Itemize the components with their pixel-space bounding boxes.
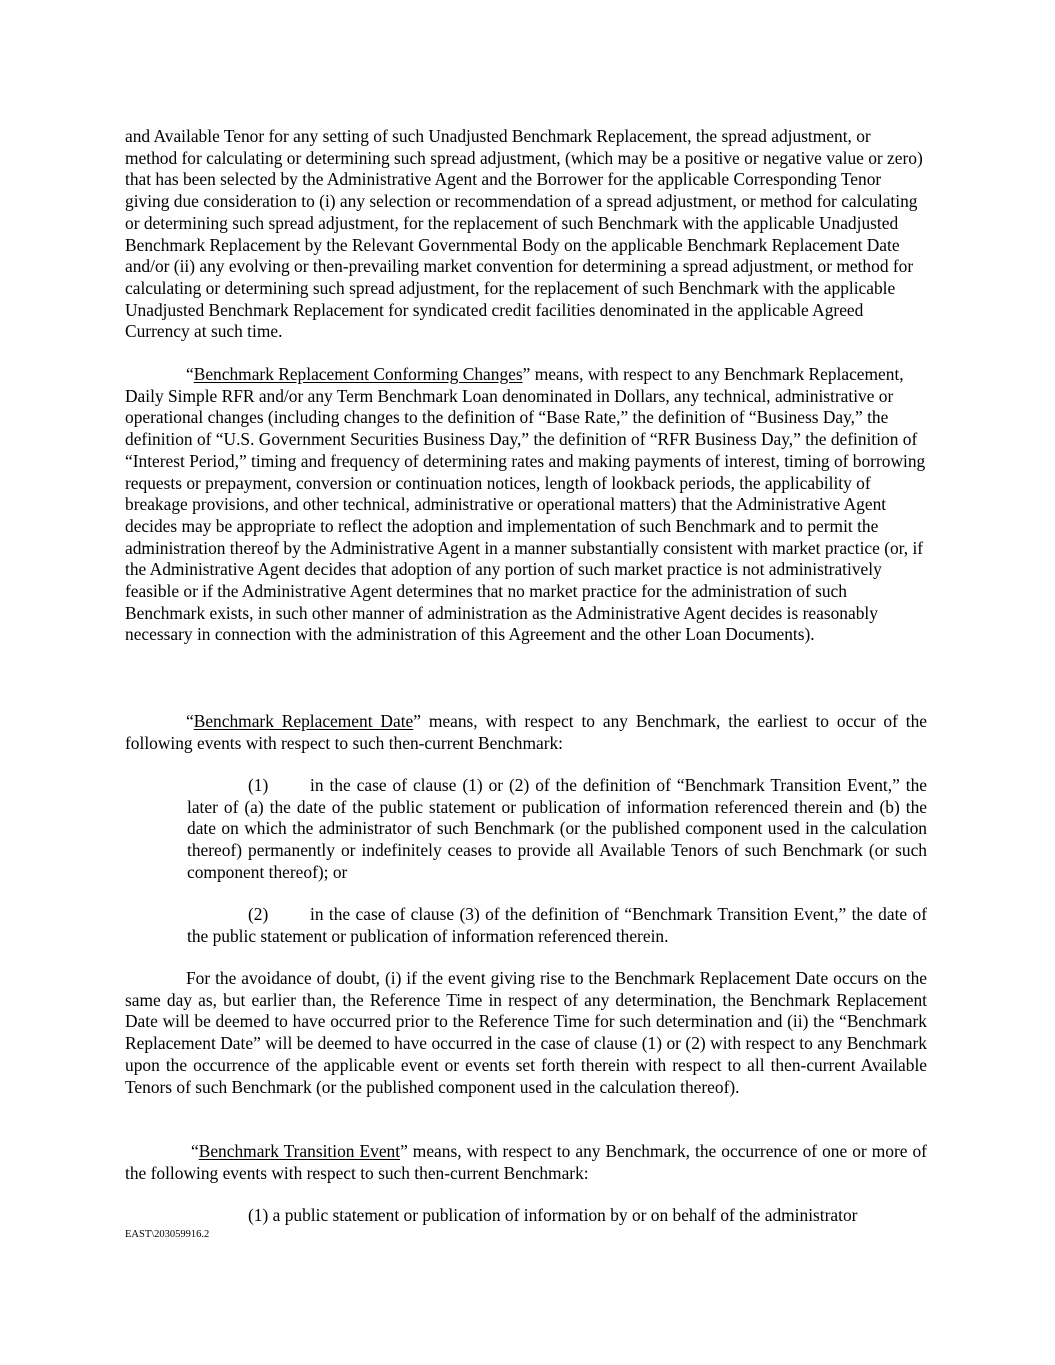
list-item: (1) a public statement or publication of information by or on behalf of the administrator bbox=[248, 1205, 858, 1225]
list-item: (2) in the case of clause (3) of the definition of “Benchmark Transition Event,” the date of the public statement or publication of information referenced therein. bbox=[187, 904, 927, 946]
paragraph-spread-adjustment: and Available Tenor for any setting of such Unadjusted Benchmark Replacement, the spread adjustment, or method for calculating or determining such spread adjustment, (which may be a positive or negative value or zero) that has been selected by the Administrative Agent and the Borrower for the applicable Corresponding Tenor giving due consideration to (i) any selection or recommendation of a spread adjustment, or method for calculating or determining such spread adjustment, for the replacement of such Benchmark with the applicable Unadjusted Benchmark Replacement by the Relevant Governmental Body on the applicable Benchmark Replacement Date and/or (ii) any evolving or then-prevailing market convention for determining a spread adjustment, or method for calculating or determining such spread adjustment, for the replacement of such Benchmark with the applicable Unadjusted Benchmark Replacement for syndicated credit facilities denominated in the applicable Agreed Currency at such time. bbox=[125, 126, 923, 342]
definition-benchmark-transition-event: “Benchmark Transition Event” means, with respect to any Benchmark, the occurrence of one or more of the following events with respect to such then-current Benchmark: bbox=[125, 1141, 927, 1183]
document-footer-id: EAST\203059916.2 bbox=[125, 1229, 210, 1240]
definition-benchmark-replacement-conforming-changes: “Benchmark Replacement Conforming Changes” means, with respect to any Benchmark Replacement, Daily Simple RFR and/or any Term Benchmark Loan denominated in Dollars, any technical, administrative or operational changes (including changes to the definition of “Base Rate,” the definition of “Business Day,” the definition of “U.S. Government Securities Business Day,” the definition of “RFR Business Day,” the definition of “Interest Period,” timing and frequency of determining rates and making payments of interest, timing of borrowing requests or prepayment, conversion or continuation notices, length of lookback periods, the applicability of breakage provisions, and other technical, administrative or operational matters) that the Administrative Agent decides may be appropriate to reflect the adoption and implementation of such Benchmark and to permit the administration thereof by the Administrative Agent in a manner substantially consistent with market practice (or, if the Administrative Agent decides that adoption of any portion of such market practice is not administratively feasible or if the Administrative Agent determines that no market practice for the administration of such Benchmark exists, in such other manner of administration as the Administrative Agent decides is reasonably necessary in connection with the administration of this Agreement and the other Loan Documents). bbox=[125, 364, 926, 645]
definition-benchmark-replacement-date: “Benchmark Replacement Date” means, with respect to any Benchmark, the earliest to occur of the following events with respect to such then-current Benchmark: bbox=[125, 711, 927, 753]
defined-term: Benchmark Replacement Conforming Changes bbox=[193, 364, 523, 384]
list-item: (1) in the case of clause (1) or (2) of the definition of “Benchmark Transition Event,” the later of (a) the date of the public statement or publication of information referenced therein and (b) the date on which the administrator of such Benchmark (or the published component used in the calculation thereof) permanently or indefinitely ceases to provide all Available Tenors of such Benchmark (or such component thereof); or bbox=[187, 775, 927, 882]
list-item-number: (1) bbox=[248, 775, 269, 795]
defined-term: Benchmark Replacement Date bbox=[193, 711, 414, 731]
list-item-number: (2) bbox=[248, 904, 269, 924]
paragraph-avoidance-of-doubt: For the avoidance of doubt, (i) if the event giving rise to the Benchmark Replacement Date occurs on the same day as, but earlier than, the Reference Time in respect of any determination, the Benchmark Replacement Date will be deemed to have occurred prior to the Reference Time for such determination and (ii) the “Benchmark Replacement Date” will be deemed to have occurred in the case of clause (1) or (2) with respect to any Benchmark upon the occurrence of the applicable event or events set forth therein with respect to all then-current Available Tenors of such Benchmark (or the published component used in the calculation thereof). bbox=[125, 968, 927, 1097]
defined-term: Benchmark Transition Event bbox=[198, 1141, 401, 1161]
